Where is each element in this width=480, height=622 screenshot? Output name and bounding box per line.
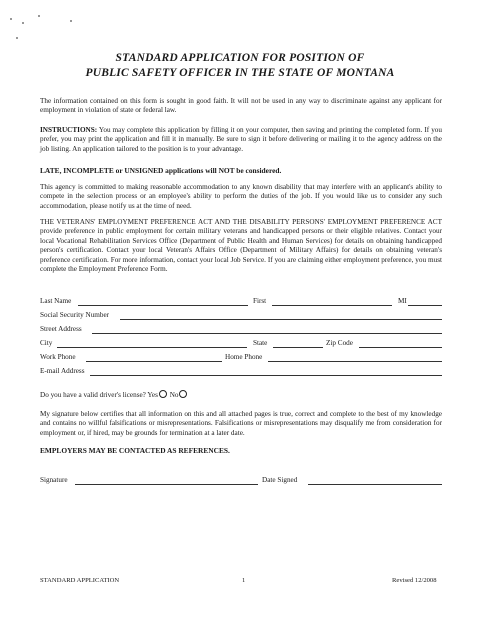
first-name-label: First	[253, 297, 267, 305]
instructions-block	[40, 126, 442, 154]
accommodation-text: This agency is committed to making reasonable accommodation to any known disability that may interfere with an applicant's ability to compete in the selection process or an employee's ability to perform the duties of the job. If you would like us to consider any such accommodation, please notify us at the time of need.	[40, 183, 442, 210]
work-phone-label: Work Phone	[40, 353, 76, 361]
instructions-text: You may complete this application by filling it on your computer, then saving and printing the completed form. If you prefer, you may print the application and fill it in manually. Be sure to sign it before delivering or mailing it to the agency address on the job listing. An application tailored to the position is to your advantage.	[40, 126, 442, 153]
state-field[interactable]	[273, 347, 323, 348]
mi-field[interactable]	[408, 305, 442, 306]
email-field[interactable]	[90, 375, 442, 376]
email-label: E-mail Address	[40, 367, 85, 375]
state-label: State	[253, 339, 268, 347]
signature-field[interactable]	[75, 484, 258, 485]
date-signed-label: Date Signed	[262, 476, 298, 484]
city-label: City	[40, 339, 53, 347]
zip-code-label: Zip Code	[326, 339, 353, 347]
license-yes-radio[interactable]	[159, 390, 167, 398]
footer-revised-date: Revised 12/2008	[392, 577, 437, 584]
name-row	[40, 297, 442, 307]
footer-page-number: 1	[242, 577, 246, 584]
license-question: Do you have a valid driver's license?	[40, 391, 146, 399]
title-line-2: PUBLIC SAFETY OFFICER IN THE STATE OF MONTANA	[85, 67, 395, 79]
zip-code-field[interactable]	[359, 347, 442, 348]
street-address-field[interactable]	[92, 333, 442, 334]
license-question-row	[40, 390, 442, 400]
email-row	[40, 367, 442, 377]
ssn-label: Social Security Number	[40, 311, 110, 319]
city-field[interactable]	[57, 347, 247, 348]
intro-text: The information contained on this form is sought in good faith. It will not be used in any way to discriminate against any applicant for employment in violation of state or federal law.	[40, 97, 442, 115]
phone-row	[40, 353, 442, 363]
license-no-label: No	[169, 391, 179, 399]
certification-text: My signature below certifies that all information on this and all attached pages is true, correct and complete to the best of my knowledge and contains no willful falsifications or misrepresentations. Falsifications or misrepresentations may disqualify me from consideration for employment or, if hired, may be grounds for termination at a later date.	[40, 410, 442, 437]
city-row	[40, 339, 442, 349]
home-phone-label: Home Phone	[225, 353, 263, 361]
signature-label: Signature	[40, 476, 68, 484]
mi-label: MI	[398, 297, 407, 305]
ssn-field[interactable]	[120, 319, 442, 320]
veterans-preference-text: THE VETERANS' EMPLOYMENT PREFERENCE ACT AND THE DISABILITY PERSONS' EMPLOYMENT PREFERENCE ACT provide preference in public employment for certain military veterans and handicapped persons or their eligible relatives. Contact your local Vocational Rehabilitation Services Office (Department of Public Health and Human Services) for details on obtaining handicapped person's certification. Contact your local Veteran's Affairs Office (Department of Military Affairs) for details on obtaining veteran's preference certification. For more information, contact your local Job Service. If you are claiming either employment preference, you must complete the Employment Preference Form.	[40, 218, 442, 274]
license-no-radio[interactable]	[179, 390, 187, 398]
license-yes-label: Yes	[147, 391, 158, 399]
work-phone-field[interactable]	[86, 361, 222, 362]
signature-row	[40, 476, 442, 486]
date-signed-field[interactable]	[308, 484, 442, 485]
street-address-label: Street Address	[40, 325, 82, 333]
last-name-field[interactable]	[78, 305, 248, 306]
first-name-field[interactable]	[272, 305, 392, 306]
footer-form-name: STANDARD APPLICATION	[40, 577, 120, 584]
street-row	[40, 325, 442, 335]
references-notice: EMPLOYERS MAY BE CONTACTED AS REFERENCES.	[40, 446, 230, 455]
late-warning: LATE, INCOMPLETE or UNSIGNED applications will NOT be considered.	[40, 166, 282, 175]
instructions-label: INSTRUCTIONS:	[40, 126, 98, 134]
ssn-row	[40, 311, 442, 321]
last-name-label: Last Name	[40, 297, 72, 305]
title-line-1: STANDARD APPLICATION FOR POSITION OF	[115, 52, 365, 64]
home-phone-field[interactable]	[268, 361, 442, 362]
